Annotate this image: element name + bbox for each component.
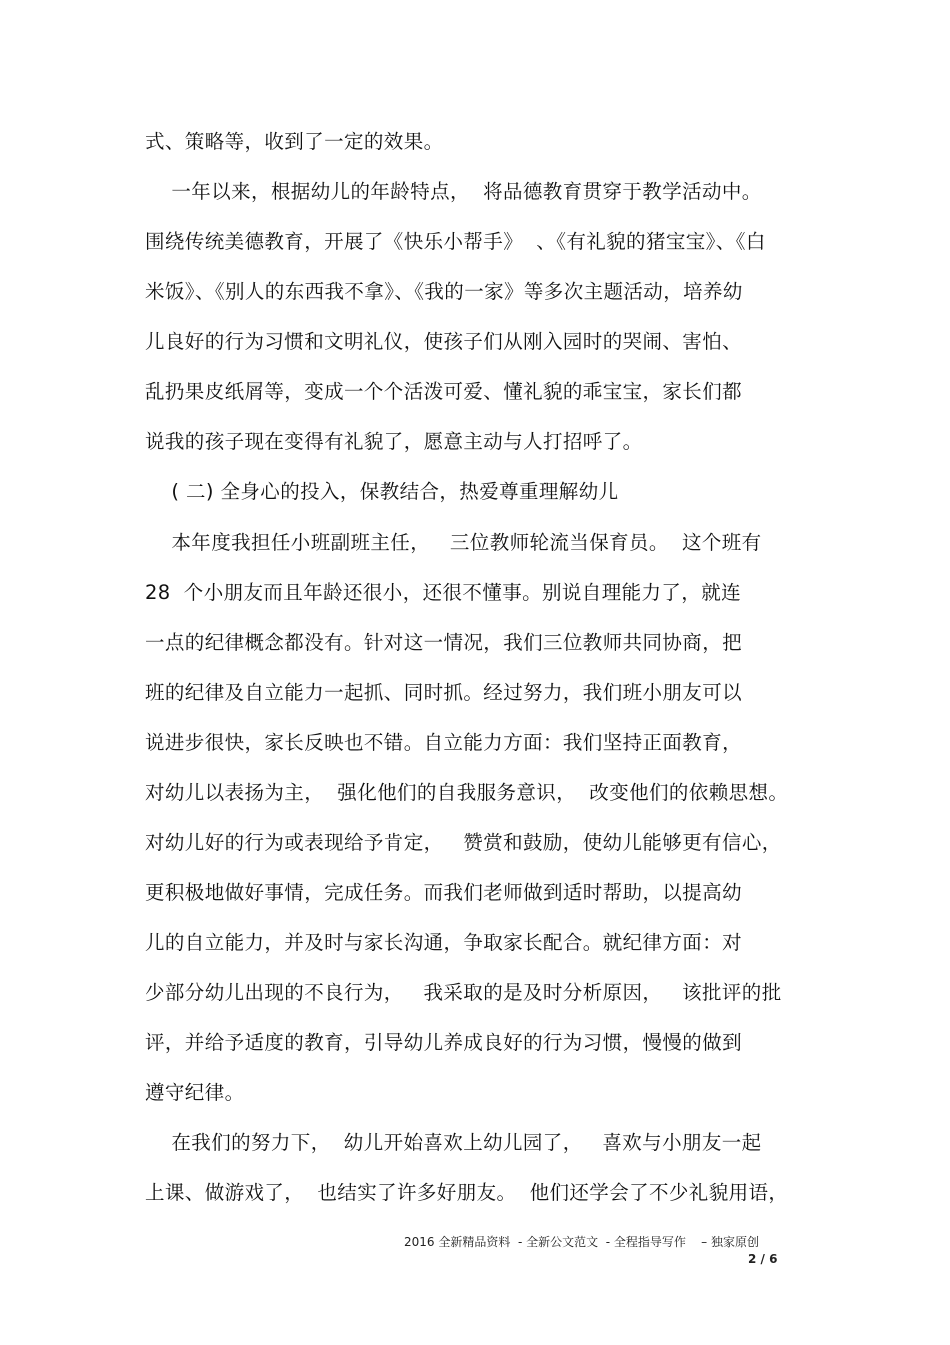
text-line: 一年以来，根据幼儿的年龄特点， 将品德教育贯穿于教学活动中。 [145,180,762,203]
page-footer: 2016 全新精品资料 - 全新公文范文 - 全程指导写作 – 独家原创 [404,1235,759,1249]
text-line: 围绕传统美德教育，开展了《快乐小帮手》 、《有礼貌的猪宝宝》、《白 [145,230,766,253]
text-line: 对幼儿以表扬为主， 强化他们的自我服务意识， 改变他们的依赖思想。 [145,781,789,804]
text-line: 28 个小朋友而且年龄还很小，还很不懂事。别说自理能力了，就连 [145,581,742,604]
text-line: 本年度我担任小班副班主任， 三位教师轮流当保育员。 这个班有 [145,531,762,554]
text-line: 在我们的努力下， 幼儿开始喜欢上幼儿园了， 喜欢与小朋友一起 [145,1131,762,1154]
text-line: 米饭》、《别人的东西我不拿》、《我的一家》等多次主题活动，培养幼 [145,280,743,303]
section-heading: ( 二) 全身心的投入，保教结合，热爱尊重理解幼儿 [145,480,619,503]
text-line: 班的纪律及自立能力一起抓、同时抓。经过努力，我们班小朋友可以 [145,681,743,704]
text-line: 一点的纪律概念都没有。针对这一情况，我们三位教师共同协商，把 [145,631,743,654]
text-line: 遵守纪律。 [145,1081,245,1104]
text-line: 乱扔果皮纸屑等，变成一个个活泼可爱、懂礼貌的乖宝宝，家长们都 [145,380,743,403]
page-number: 2 / 6 [748,1252,778,1266]
text-line: 对幼儿好的行为或表现给予肯定， 赞赏和鼓励，使幼儿能够更有信心， [145,831,782,854]
text-line: 儿良好的行为习惯和文明礼仪，使孩子们从刚入园时的哭闹、害怕、 [145,330,743,353]
text-line: 更积极地做好事情，完成任务。而我们老师做到适时帮助，以提高幼 [145,881,743,904]
text-line: 少部分幼儿出现的不良行为， 我采取的是及时分析原因， 该批评的批 [145,981,782,1004]
text-line: 式、策略等，收到了一定的效果。 [145,130,444,153]
text-line: 上课、做游戏了， 也结实了许多好朋友。 他们还学会了不少礼貌用语， [145,1181,789,1204]
text-line: 说进步很快，家长反映也不错。自立能力方面：我们坚持正面教育， [145,731,743,754]
text-line: 说我的孩子现在变得有礼貌了，愿意主动与人打招呼了。 [145,430,643,453]
text-line: 儿的自立能力，并及时与家长沟通，争取家长配合。就纪律方面：对 [145,931,743,954]
text-line: 评，并给予适度的教育，引导幼儿养成良好的行为习惯，慢慢的做到 [145,1031,743,1054]
